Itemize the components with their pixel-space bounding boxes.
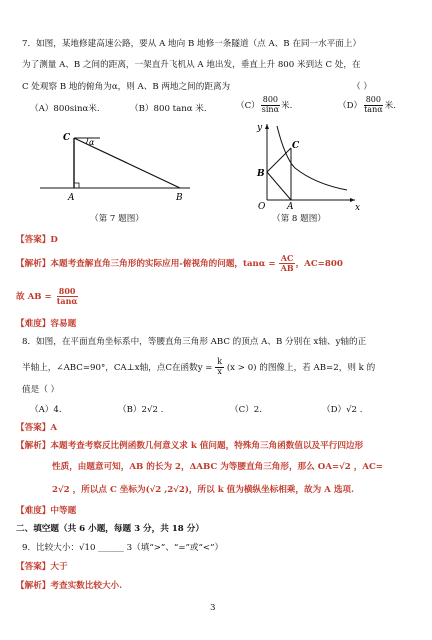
q8-difficulty: 【难度】中等题 xyxy=(16,506,77,516)
q8-option-a: （A）4. xyxy=(30,405,62,415)
q7-therefore: 故 AB = $\frac{800}{\tan\alpha}$ xyxy=(16,286,78,306)
fig8-label-o: O xyxy=(258,202,266,210)
q7-line2: 为了测量 A、B 之间的距离，一架直升飞机从 A 地出发，垂直上升 800 米到达 C 处，在 xyxy=(22,60,361,70)
fig8-label-b: B xyxy=(257,169,265,179)
q7-answer: 【答案】D xyxy=(16,235,58,245)
q7-option-d: （D） $\frac{800}{\tan\alpha}$ 米. xyxy=(338,95,396,114)
q9-answer: 【答案】大于 xyxy=(16,562,68,572)
q8-analysis-line3: 2√2 ，所以点 C 坐标为(√2 ,2√2)，所以 k 值为横纵坐标相乘，故为 A 选项. xyxy=(52,485,355,495)
q8-option-b: （B）2√2 . xyxy=(118,405,164,415)
q9-line: 9．比较大小：√10 ______ 3（填“>”、“=”或“<”） xyxy=(22,543,224,553)
q7-paren: （ ） xyxy=(352,82,372,92)
q8-answer: 【答案】A xyxy=(16,423,58,433)
q8-option-d: （D）√2 . xyxy=(322,405,363,415)
fig7-label-alpha: α xyxy=(89,138,95,147)
fig7-label-a: A xyxy=(68,193,75,203)
watermark xyxy=(172,291,210,333)
fig8-caption: （第 8 题图） xyxy=(272,214,326,224)
q7-line1: 7．如图，某地修建高速公路，要从 A 地向 B 地修一条隧道（点 A、B 在同一水平面上） xyxy=(22,39,362,49)
q8-line1: 8．如图，在平面直角坐标系中，等腰直角三角形 ABC 的顶点 A、B 分别在 x轴、y轴的正 xyxy=(22,337,367,347)
q7-line3: C 处观察 B 地的俯角为α，则 A、B 两地之间的距离为 xyxy=(22,82,231,92)
section2-title: 二、填空题（共 6 小题，每题 3 分，共 18 分） xyxy=(16,524,204,534)
fig8-label-a: A xyxy=(287,202,294,210)
q7-option-a: （A）800sinα米. xyxy=(30,104,100,114)
q8-line2: 半轴上，∠ABC=90°，CA⊥x轴，点C在函数y = $\frac{k}{x}$ (x > 0) 的图像上，若 AB=2，则 k 的 xyxy=(22,357,376,376)
fig8-label-c: C xyxy=(292,141,300,151)
page-number: 3 xyxy=(210,603,216,613)
q7-difficulty: 【难度】容易题 xyxy=(16,319,77,329)
q8-analysis-line2: 性质，由题意可知，AB 的长为 2，ΔABC 为等腰直角三角形，那么 OA=√2 ，AC= xyxy=(52,462,384,472)
figure-8 xyxy=(255,118,365,210)
q8-line3: 值是（ ） xyxy=(22,385,60,395)
q7-analysis: 【解析】本题考查解直角三角形的实际应用-俯视角的问题，tanα = $\frac{AC}{AB}$ ，AC=800 xyxy=(16,253,343,273)
figure-7 xyxy=(40,128,200,208)
fig7-label-c: C xyxy=(63,133,71,143)
fig7-caption: （第 7 题图） xyxy=(90,214,144,224)
q9-analysis: 【解析】考查实数比较大小. xyxy=(16,581,123,591)
fig7-label-b: B xyxy=(176,193,183,203)
q7-option-b: （B）800 tanα 米. xyxy=(130,104,207,114)
fig8-label-x: x xyxy=(355,203,361,210)
q8-analysis-line1: 【解析】本题考查考察反比例函数几何意义求 k 值问题，特殊角三角函数值以及平行四边形 xyxy=(16,441,364,451)
q7-option-c: （C） $\frac{800}{\sin\alpha}$ 米. xyxy=(236,95,293,114)
fig8-label-y: y xyxy=(257,123,263,133)
q8-option-c: （C）2. xyxy=(230,405,262,415)
